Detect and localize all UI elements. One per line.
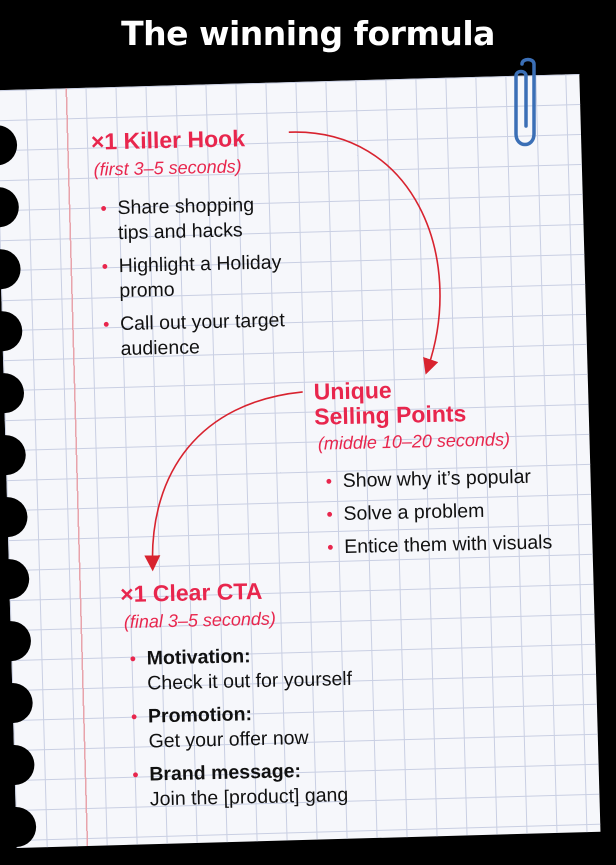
list-item (129, 756, 430, 813)
cta-text: Get your offer now (148, 726, 309, 753)
page-title: The winning formula (121, 14, 495, 53)
arrow-icon (289, 129, 442, 370)
cta-list (126, 640, 430, 821)
cta-timing: (final 3–5 seconds) (123, 608, 277, 633)
cta-label: • Motivation: (146, 645, 251, 670)
cta-text: Join the [product] gang (149, 783, 349, 811)
list-item: • Solve a problem (323, 496, 603, 527)
list-item: • Share shopping tips and hacks (97, 192, 288, 246)
hook-heading: ×1 Killer Hook (90, 125, 246, 155)
cta-label: • Promotion: (147, 703, 253, 728)
usp-heading-line2: Selling Points (313, 400, 467, 430)
arrow-icon (149, 392, 307, 563)
list-item: • Entice them with visuals (324, 529, 604, 560)
list-item: • Highlight a Holiday promo (99, 250, 290, 304)
list-item: • Call out your target audience (100, 308, 291, 362)
usp-heading-line1: Unique (313, 376, 392, 405)
hook-list (97, 192, 291, 370)
list-item (128, 698, 429, 755)
usp-timing: (middle 10–20 seconds) (317, 429, 511, 454)
list-item (126, 640, 427, 697)
cta-heading: ×1 Clear CTA (119, 577, 263, 608)
list-item: • Show why it’s popular (322, 463, 602, 494)
cta-label: • Brand message: (149, 760, 302, 786)
usp-list (322, 463, 604, 568)
hook-timing: (first 3–5 seconds) (93, 156, 242, 180)
cta-text: Check it out for yourself (147, 667, 353, 695)
